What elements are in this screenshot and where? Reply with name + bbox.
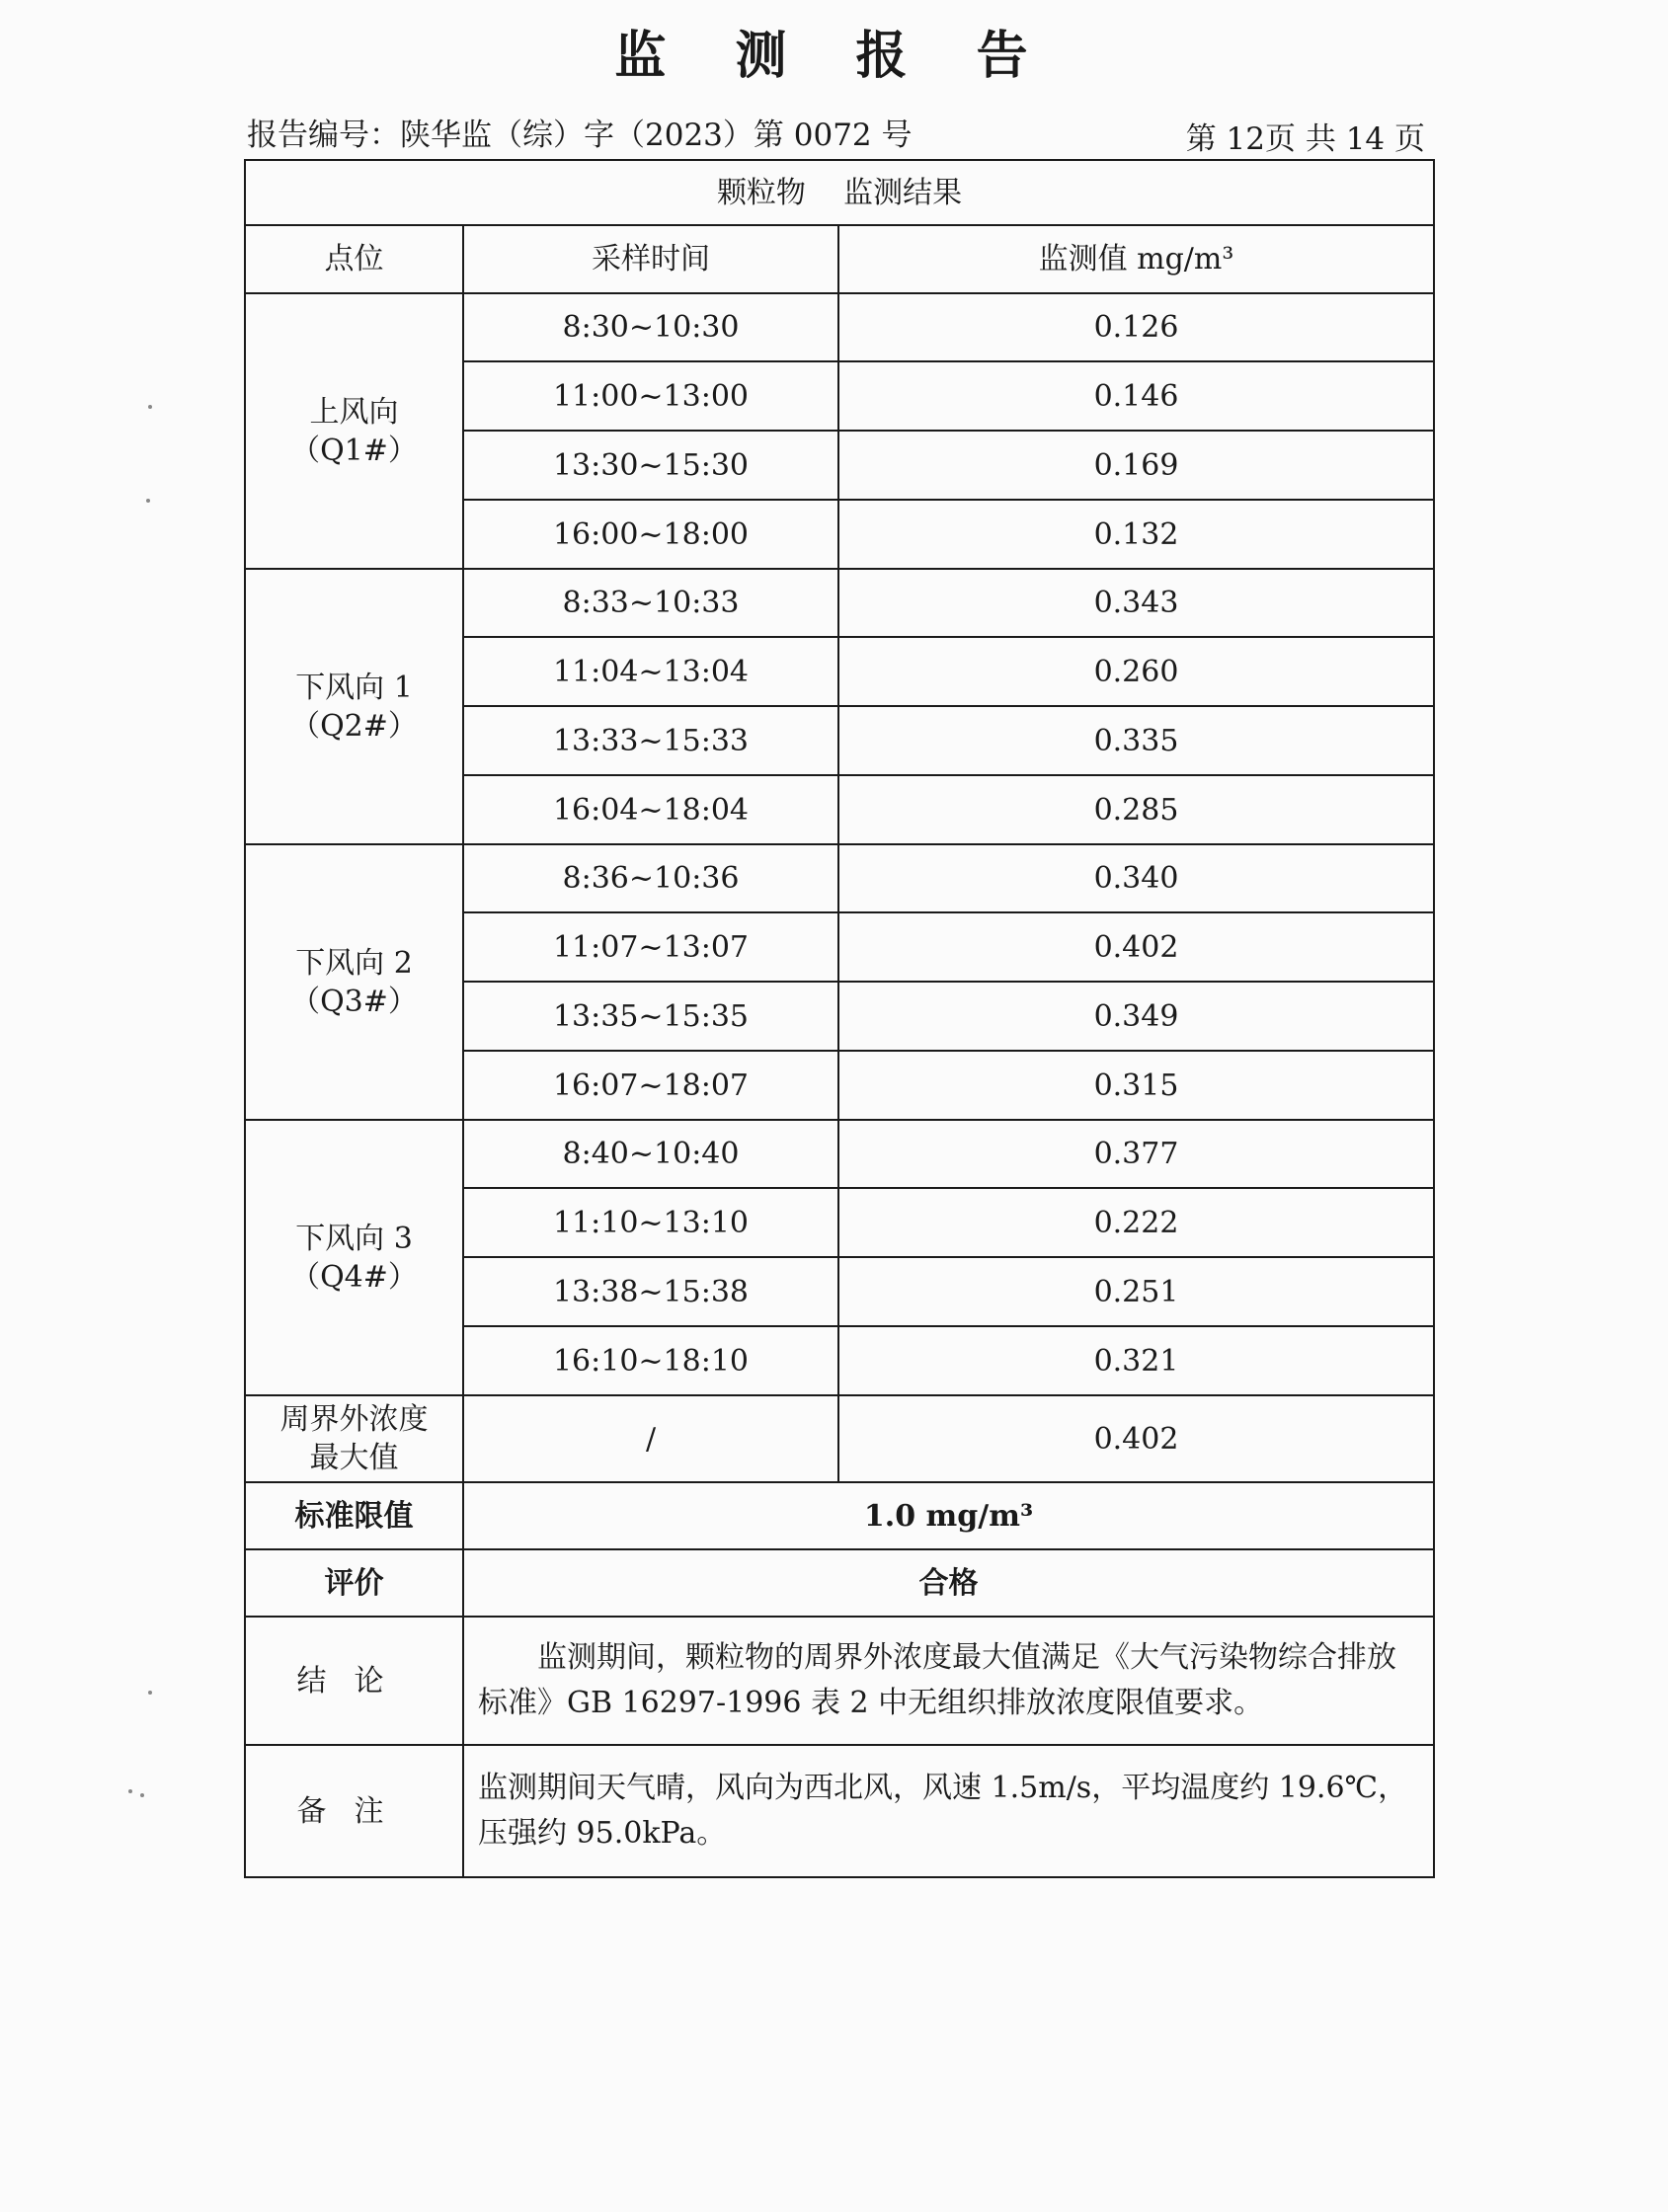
max-value-label: [245, 1395, 463, 1482]
standard-limit-label: 标准限值: [245, 1482, 463, 1549]
max-value-value: 0.402: [838, 1395, 1434, 1482]
measured-value-cell: 0.126: [838, 293, 1434, 361]
measured-value-cell: 0.343: [838, 569, 1434, 637]
measured-value-cell: 0.251: [838, 1257, 1434, 1326]
standard-limit-value: 1.0 mg/m³: [463, 1482, 1434, 1549]
measured-value-cell: 0.321: [838, 1326, 1434, 1395]
sampling-time-cell: 8:36~10:36: [463, 844, 838, 912]
sampling-time-cell: 8:33~10:33: [463, 569, 838, 637]
measured-value-cell: 0.340: [838, 844, 1434, 912]
column-header-point: 点位: [245, 225, 463, 293]
point-cell: [245, 569, 463, 844]
evaluation-row: [245, 1549, 1434, 1617]
conclusion-row: [245, 1617, 1434, 1745]
evaluation-label: 评价: [245, 1549, 463, 1617]
measured-value-cell: 0.335: [838, 706, 1434, 775]
report-number: 报告编号：陕华监（综）字（2023）第 0072 号: [247, 118, 913, 153]
max-value-row: [245, 1395, 1434, 1482]
sampling-time-cell: 11:04~13:04: [463, 637, 838, 706]
scan-speck: [140, 1793, 144, 1797]
sampling-time-cell: 13:30~15:30: [463, 431, 838, 500]
max-value-label-line1: 周界外浓度: [279, 1402, 429, 1437]
remarks-text: 监测期间天气晴，风向为西北风，风速 1.5m/s，平均温度约 19.6℃，压强约 95.0kPa。: [463, 1745, 1434, 1877]
scan-speck: [148, 1691, 152, 1695]
remarks-row: [245, 1745, 1434, 1877]
measured-value-cell: 0.285: [838, 775, 1434, 844]
measured-value-cell: 0.402: [838, 912, 1434, 982]
sampling-time-cell: 16:10~18:10: [463, 1326, 838, 1395]
table-header-row: [245, 225, 1434, 293]
point-cell: [245, 844, 463, 1120]
point-code: （Q1#）: [290, 433, 418, 468]
table-caption: 颗粒物 监测结果: [245, 160, 1434, 225]
point-code: （Q4#）: [290, 1259, 418, 1295]
point-name: 下风向 1: [295, 670, 413, 705]
table-row: [245, 293, 1434, 361]
conclusion-label: 结论: [245, 1617, 463, 1745]
max-value-time: /: [463, 1395, 838, 1482]
table-row: [245, 1120, 1434, 1188]
point-cell: [245, 1120, 463, 1395]
evaluation-value: 合格: [463, 1549, 1434, 1617]
point-code: （Q2#）: [290, 708, 418, 744]
column-header-time: 采样时间: [463, 225, 838, 293]
sampling-time-cell: 8:40~10:40: [463, 1120, 838, 1188]
point-name: 上风向: [309, 394, 399, 430]
measured-value-cell: 0.377: [838, 1120, 1434, 1188]
sampling-time-cell: 13:38~15:38: [463, 1257, 838, 1326]
remarks-label: 备注: [245, 1745, 463, 1877]
point-cell: [245, 293, 463, 569]
measured-value-cell: 0.169: [838, 431, 1434, 500]
standard-limit-row: [245, 1482, 1434, 1549]
measured-value-cell: 0.260: [838, 637, 1434, 706]
point-name: 下风向 3: [295, 1221, 413, 1256]
page-info: 第 12页 共 14 页: [1185, 121, 1425, 157]
table-row: [245, 844, 1434, 912]
scan-speck: [148, 405, 152, 409]
measured-value-cell: 0.146: [838, 361, 1434, 431]
report-title: 监 测 报 告: [614, 26, 1054, 86]
sampling-time-cell: 8:30~10:30: [463, 293, 838, 361]
conclusion-text: 监测期间，颗粒物的周界外浓度最大值满足《大气污染物综合排放标准》GB 16297-1996 表 2 中无组织排放浓度限值要求。: [463, 1617, 1434, 1745]
sampling-time-cell: 13:33~15:33: [463, 706, 838, 775]
max-value-label-line2: 最大值: [309, 1441, 399, 1475]
sampling-time-cell: 11:07~13:07: [463, 912, 838, 982]
column-header-value: 监测值 mg/m³: [838, 225, 1434, 293]
sampling-time-cell: 16:00~18:00: [463, 500, 838, 569]
sampling-time-cell: 11:10~13:10: [463, 1188, 838, 1257]
table-caption-row: [245, 160, 1434, 225]
measured-value-cell: 0.349: [838, 982, 1434, 1051]
sampling-time-cell: 11:00~13:00: [463, 361, 838, 431]
scan-speck: [128, 1789, 132, 1793]
monitoring-results-table: [244, 159, 1435, 1878]
sampling-time-cell: 16:04~18:04: [463, 775, 838, 844]
table-row: [245, 569, 1434, 637]
sampling-time-cell: 13:35~15:35: [463, 982, 838, 1051]
measured-value-cell: 0.222: [838, 1188, 1434, 1257]
measured-value-cell: 0.132: [838, 500, 1434, 569]
scan-speck: [146, 499, 150, 503]
measured-value-cell: 0.315: [838, 1051, 1434, 1120]
sampling-time-cell: 16:07~18:07: [463, 1051, 838, 1120]
point-name: 下风向 2: [295, 945, 413, 981]
point-code: （Q3#）: [290, 984, 418, 1019]
